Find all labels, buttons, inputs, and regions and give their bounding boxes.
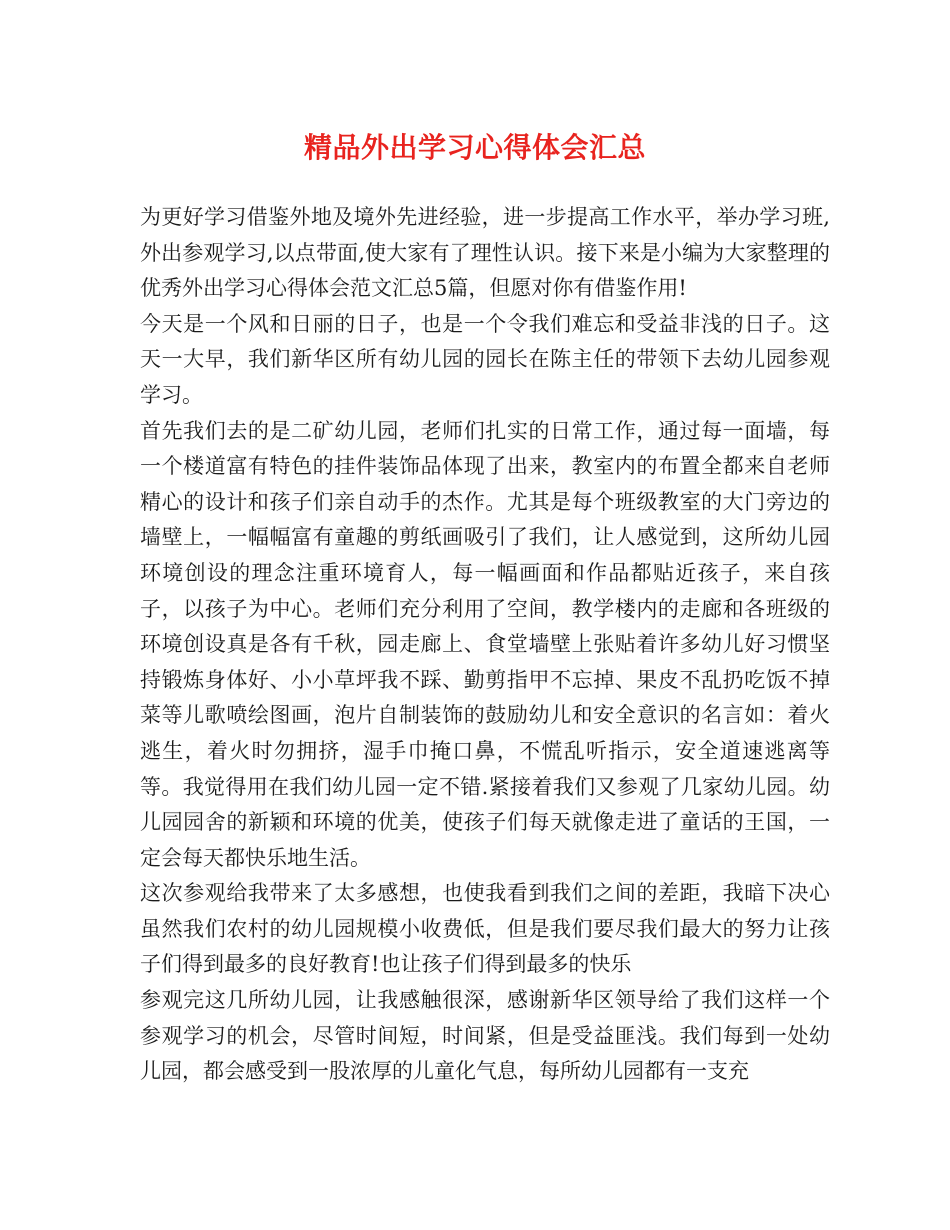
paragraph-intro: 为更好学习借鉴外地及境外先进经验，进一步提高工作水平，举办学习班,外出参观学习,以点带面,使大家有了理性认识。接下来是小编为大家整理的优秀外出学习心得体会范文汇总5篇，但愿对你有借鉴作用! xyxy=(140,205,830,301)
paragraph-erkuang-kindergarten: 首先我们去的是二矿幼儿园，老师们扎实的日常工作，通过每一面墙，每一个楼道富有特色的挂件装饰品体现了出来，教室内的布置全都来自老师精心的设计和孩子们亲自动手的杰作。尤其是每个班级教室的大门旁边的墙壁上，一幅幅富有童趣的剪纸画吸引了我们，让人感觉到，这所幼儿园环境创设的理念注重环境育人，每一幅画面和作品都贴近孩子，来自孩子，以孩子为中心。老师们充分利用了空间，教学楼内的走廊和各班级的环境创设真是各有千秋，园走廊上、食堂墙壁上张贴着许多幼儿好习惯坚持锻炼身体好、小小草坪我不踩、勤剪指甲不忘掉、果皮不乱扔吃饭不掉菜等儿歌喷绘图画，泡片自制装饰的鼓励幼儿和安全意识的名言如：着火逃生，着火时勿拥挤，湿手巾掩口鼻，不慌乱听指示，安全道速逃离等等。我觉得用在我们幼儿园一定不错.紧接着我们又参观了几家幼儿园。幼儿园园舍的新颖和环境的优美，使孩子们每天就像走进了童话的王国，一定会每天都快乐地生活。 xyxy=(140,418,830,870)
document-body xyxy=(140,200,830,1090)
paragraph-reflection: 这次参观给我带来了太多感想，也使我看到我们之间的差距，我暗下决心虽然我们农村的幼儿园规模小收费低，但是我们要尽我们最大的努力让孩子们得到最多的良好教育!也让孩子们得到最多的快乐 xyxy=(140,881,830,977)
paragraph-visit-day: 今天是一个风和日丽的日子，也是一个令我们难忘和受益非浅的日子。这天一大早，我们新华区所有幼儿园的园长在陈主任的带领下去幼儿园参观学习。 xyxy=(140,311,830,407)
paragraph-conclusion: 参观完这几所幼儿园，让我感触很深，感谢新华区领导给了我们这样一个参观学习的机会，尽管时间短，时间紧，但是受益匪浅。我们每到一处幼儿园，都会感受到一股浓厚的儿童化气息，每所幼儿园都有一支充 xyxy=(140,988,830,1084)
document-title: 精品外出学习心得体会汇总 xyxy=(303,131,646,164)
